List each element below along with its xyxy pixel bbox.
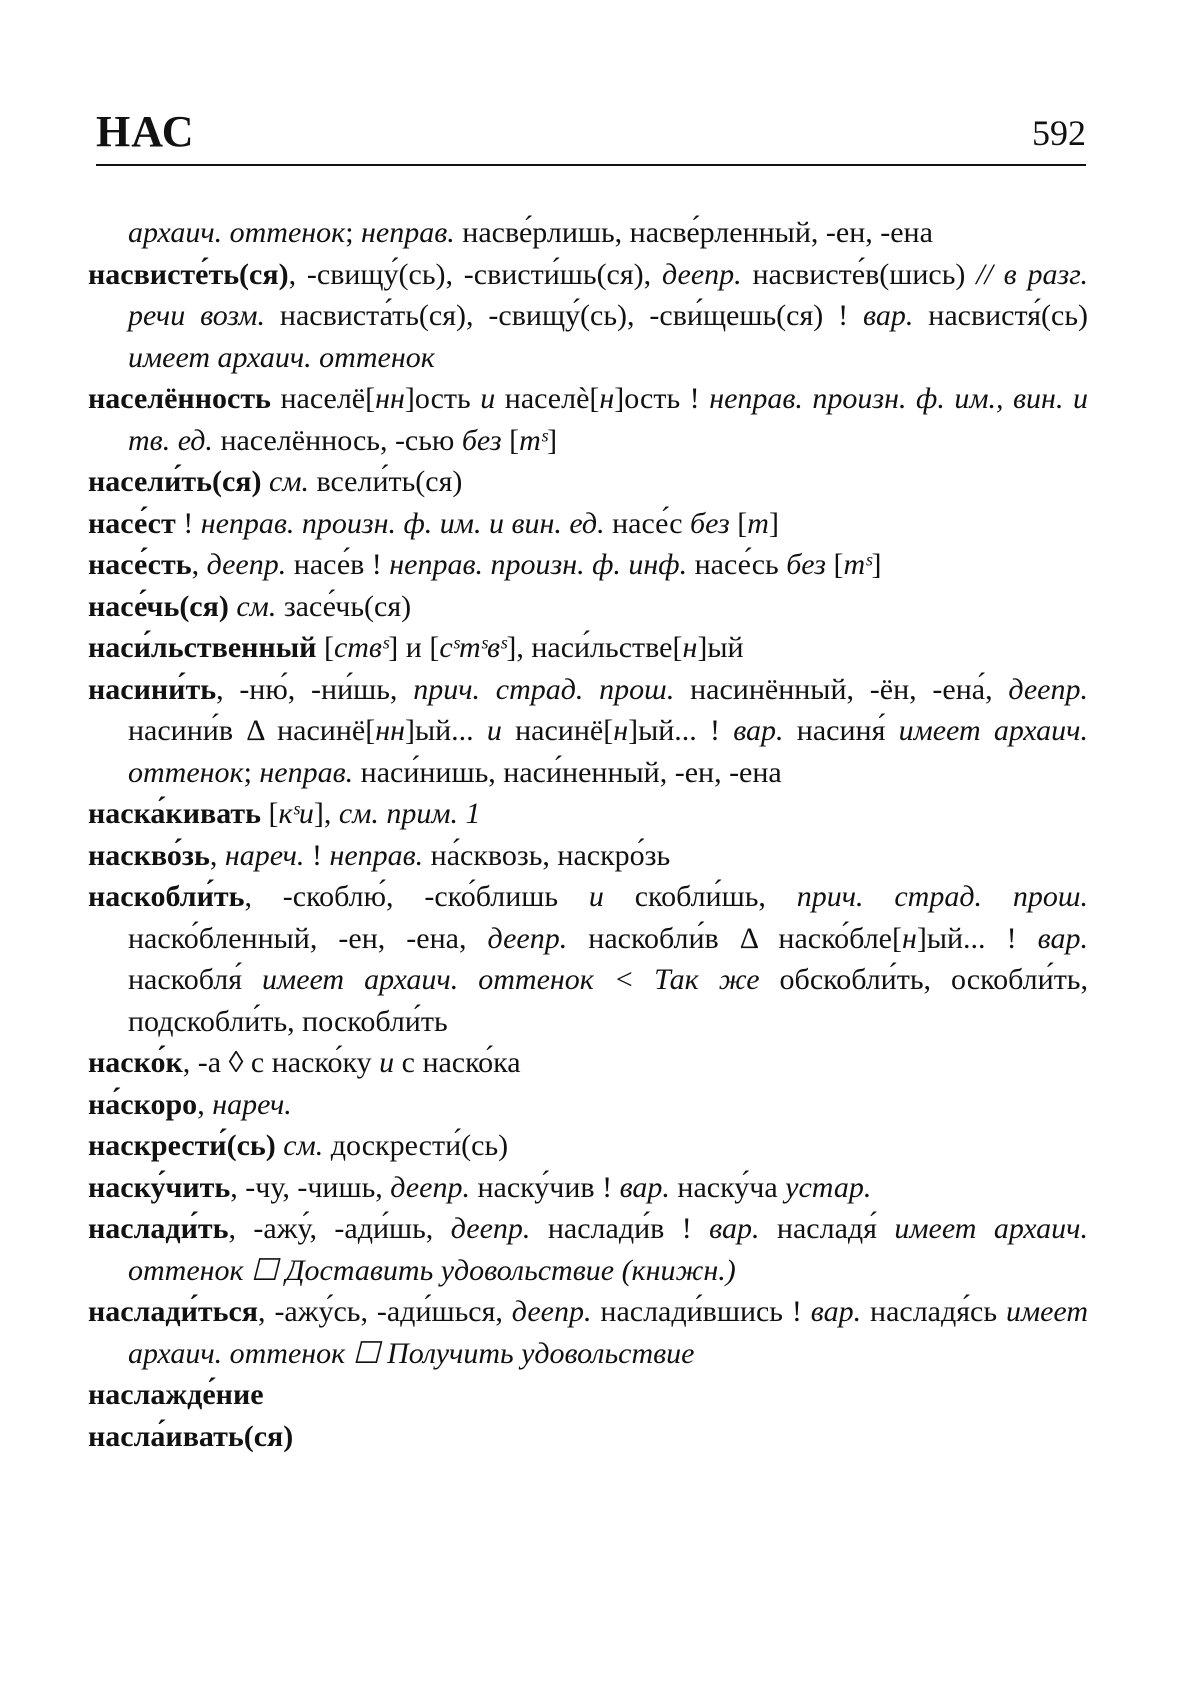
usage-label: деепр. xyxy=(206,548,287,581)
usage-label: имеет архаич. оттенок ☐ Получить удовольствие xyxy=(128,1295,1088,1370)
headword: насе́ст xyxy=(88,506,176,540)
usage-label: архаич. оттенок xyxy=(128,216,346,249)
dictionary-entry xyxy=(88,835,1088,877)
usage-label: см. xyxy=(269,465,309,498)
usage-label: н xyxy=(613,714,629,747)
headword: наслади́ть xyxy=(88,1212,229,1245)
usage-label: имеет архаич. оттенок ☐ Доставить удовольствие (книжн.) xyxy=(128,1212,1088,1287)
entry-text: населё[ xyxy=(270,382,376,415)
usage-label: кˢи xyxy=(278,797,314,830)
usage-label: вар. xyxy=(863,299,914,332)
entry-text: наско́бленный, -ен, -ена, xyxy=(128,921,488,955)
entry-text: населённось, -сью xyxy=(212,423,462,457)
entry-text: , -чу, -чишь, xyxy=(230,1170,391,1204)
entry-text: ; xyxy=(345,216,362,249)
dictionary-entry xyxy=(88,378,1088,461)
entry-text: ! xyxy=(175,506,201,540)
usage-label: см. xyxy=(283,1129,324,1162)
entry-text: обскобли́ть, оскобли́ть, подскобли́ть, поскобли́ть xyxy=(128,963,1088,1038)
entry-text: с наско́ка xyxy=(394,1046,521,1079)
headword: насе́чь(ся) xyxy=(88,589,229,623)
usage-label: т xyxy=(747,506,769,540)
page-number: 592 xyxy=(1032,113,1086,153)
headword: насели́ть(ся) xyxy=(88,465,262,498)
usage-label: нареч. xyxy=(224,838,305,872)
usage-label: см. xyxy=(236,589,277,623)
entry-text: наску́чив ! xyxy=(469,1170,620,1204)
entry-text: ] и [ xyxy=(388,631,440,664)
entry-text: , -скоблю́, -ско́блишь xyxy=(244,880,589,913)
entry-text: засе́чь(ся) xyxy=(276,589,412,623)
entry-text: ]ость xyxy=(404,382,481,415)
usage-label: прич. страд. прош. xyxy=(413,672,675,706)
usage-label: вар. xyxy=(619,1170,670,1204)
entry-text: ]ый xyxy=(697,631,744,664)
entry-text: ]ый... ! xyxy=(916,921,1038,955)
entry-text: , -свищу́(сь), -свисти́шь(ся), xyxy=(288,257,662,291)
dictionary-entry xyxy=(88,1167,1088,1209)
entry-text: [ xyxy=(261,797,279,830)
usage-label: имеет архаич. оттенок xyxy=(128,340,435,374)
usage-label: нареч. xyxy=(212,1087,292,1121)
usage-label: устар. xyxy=(785,1170,872,1204)
entry-text: насладя́ xyxy=(759,1212,895,1245)
usage-label: н xyxy=(682,631,698,664)
usage-label: имеет архаич. оттенок < Так же xyxy=(262,963,760,996)
headword: наси́льственный xyxy=(88,631,317,664)
dictionary-entry xyxy=(88,627,1088,669)
entry-text: насве́рлишь, насве́рленный, -ен, -ена xyxy=(454,216,933,249)
usage-label: тˢ xyxy=(519,423,548,457)
dictionary-entry xyxy=(88,254,1088,379)
headword: наскво́зь xyxy=(88,838,210,872)
entry-text: насвистя́(сь) xyxy=(913,299,1088,332)
usage-label: деепр. xyxy=(390,1170,470,1204)
entry-text: всели́ть(ся) xyxy=(309,465,463,498)
entry-text: , xyxy=(191,548,207,581)
usage-label: и xyxy=(588,880,604,913)
entry-text: насвисте́в(шись) xyxy=(741,257,977,291)
dictionary-entry xyxy=(88,1208,1088,1291)
headword: насе́сть xyxy=(88,548,192,581)
headword: наско́к xyxy=(88,1046,183,1079)
entry-text: ] xyxy=(768,506,779,540)
usage-label: см. прим. 1 xyxy=(338,797,481,830)
entry-text: наслади́вшись ! xyxy=(591,1295,811,1328)
entry-text: насе́с xyxy=(604,506,691,540)
usage-label: // в разг. речи возм. xyxy=(128,257,1088,332)
entry-text: насвиста́ть(ся), -свищу́(сь), -сви́щешь(ся) ! xyxy=(264,299,864,332)
entry-text: , -ажу́сь, -ади́шься, xyxy=(258,1295,512,1328)
entry-text: наскобли́в Δ наско́бле[ xyxy=(567,921,902,955)
entry-text: наслади́в ! xyxy=(530,1212,710,1245)
entry-text xyxy=(262,465,270,498)
headword: населённость xyxy=(88,382,271,415)
headword: насини́ть xyxy=(88,672,217,706)
entry-text: [ xyxy=(729,506,748,540)
usage-label: неправ. xyxy=(329,838,424,872)
headword: наслади́ться xyxy=(88,1295,259,1328)
usage-label: деепр. xyxy=(1008,672,1089,706)
entry-text: насинённый, -ён, -ена́, xyxy=(674,672,1009,706)
entry-continuation xyxy=(88,212,1088,254)
dictionary-entry xyxy=(88,793,1088,835)
usage-label: неправ. произн. ф. им. и вин. ед. xyxy=(200,506,605,540)
entry-text: на́сквозь, наскро́зь xyxy=(423,838,671,872)
dictionary-entry xyxy=(88,503,1088,545)
entry-text: наси́нишь, наси́ненный, -ен, -ена xyxy=(353,755,782,789)
usage-label: вар. xyxy=(733,714,784,747)
usage-label: неправ. произн. ф. инф. xyxy=(389,548,688,581)
dictionary-entry xyxy=(88,544,1088,586)
entry-text: наскобля́ xyxy=(128,963,263,996)
entry-text: , xyxy=(197,1087,213,1121)
entry-text: насе́сь xyxy=(687,548,787,581)
entry-text: насиня́ xyxy=(783,714,899,747)
usage-label: деепр. xyxy=(511,1295,592,1328)
entry-text: насладя́сь xyxy=(861,1295,1006,1328)
dictionary-entries xyxy=(88,212,1088,1457)
headword: наску́чить xyxy=(88,1170,231,1204)
usage-label: вар. xyxy=(709,1212,760,1245)
usage-label: деепр. xyxy=(450,1212,531,1245)
entry-text: [ xyxy=(316,631,334,664)
entry-text: ]ый... ! xyxy=(628,714,734,747)
dictionary-entry xyxy=(88,1042,1088,1084)
usage-label: вар. xyxy=(1037,921,1088,955)
entry-text: насе́в ! xyxy=(286,548,390,581)
header-rule xyxy=(96,164,1086,166)
headword: наскрести́(сь) xyxy=(88,1129,276,1162)
usage-label: имеет архаич. оттенок xyxy=(128,714,1088,789)
usage-label: и xyxy=(486,714,502,747)
usage-label: ствˢ xyxy=(333,631,389,664)
headword: наска́кивать xyxy=(88,797,262,830)
entry-text: , -а ◊ с наско́ку xyxy=(182,1046,380,1079)
entry-text: насини́в Δ насинё[ xyxy=(128,714,376,747)
entry-text: скобли́шь, xyxy=(603,880,797,913)
usage-label: прич. страд. прош. xyxy=(796,880,1088,913)
usage-label: вар. xyxy=(810,1295,862,1328)
dictionary-entry xyxy=(88,1374,1088,1416)
entry-text: ], наси́льстве[ xyxy=(506,631,683,664)
usage-label: неправ. произн. ф. им., вин. и тв. ед. xyxy=(128,382,1088,457)
dictionary-entry xyxy=(88,586,1088,628)
dictionary-entry xyxy=(88,669,1088,794)
usage-label: без xyxy=(786,548,826,581)
entry-text: ], xyxy=(313,797,339,830)
entry-text: [ xyxy=(825,548,844,581)
page-header xyxy=(96,100,1086,170)
entry-text: , xyxy=(209,838,225,872)
entry-text: [ xyxy=(501,423,520,457)
headword: насла́ивать(ся) xyxy=(88,1419,294,1453)
entry-text: ] xyxy=(871,548,882,581)
usage-label: н xyxy=(901,921,917,955)
dictionary-entry xyxy=(88,1125,1088,1167)
entry-text: ]ый... xyxy=(404,714,487,747)
entry-text: наску́ча xyxy=(669,1170,786,1204)
entry-text: , -ню́, -ни́шь, xyxy=(216,672,414,706)
dictionary-entry xyxy=(88,1084,1088,1126)
usage-label: деепр. xyxy=(661,257,742,291)
usage-label: тˢ xyxy=(843,548,872,581)
usage-label: нн xyxy=(375,714,405,747)
dictionary-entry xyxy=(88,1291,1088,1374)
entry-text: ; xyxy=(243,755,260,789)
headword: на́скоро xyxy=(88,1087,198,1121)
entry-text: доскрести́(сь) xyxy=(323,1129,509,1162)
usage-label: без xyxy=(690,506,730,540)
usage-label: нн xyxy=(375,382,405,415)
entry-text: ]ость ! xyxy=(614,382,710,415)
usage-label: неправ. xyxy=(259,755,354,789)
dictionary-entry xyxy=(88,876,1088,1042)
usage-label: и xyxy=(480,382,496,415)
entry-text: населè[ xyxy=(495,382,600,415)
usage-label: без xyxy=(461,423,502,457)
usage-label: неправ. xyxy=(361,216,455,249)
usage-label: деепр. xyxy=(487,921,568,955)
entry-text: ! xyxy=(304,838,330,872)
entry-text: , -ажу́, -ади́шь, xyxy=(228,1212,451,1245)
dictionary-entry xyxy=(88,1416,1088,1458)
usage-label: и xyxy=(379,1046,395,1079)
dictionary-entry xyxy=(88,461,1088,503)
usage-label: н xyxy=(599,382,615,415)
entry-text: насинё[ xyxy=(501,714,614,747)
headword: наслажде́ние xyxy=(88,1378,264,1411)
headword: наскобли́ть xyxy=(88,880,245,913)
entry-text: ] xyxy=(547,423,558,457)
usage-label: сˢтˢвˢ xyxy=(439,631,507,664)
running-head-word: НАС xyxy=(96,107,195,156)
headword: насвисте́ть(ся) xyxy=(88,257,289,291)
